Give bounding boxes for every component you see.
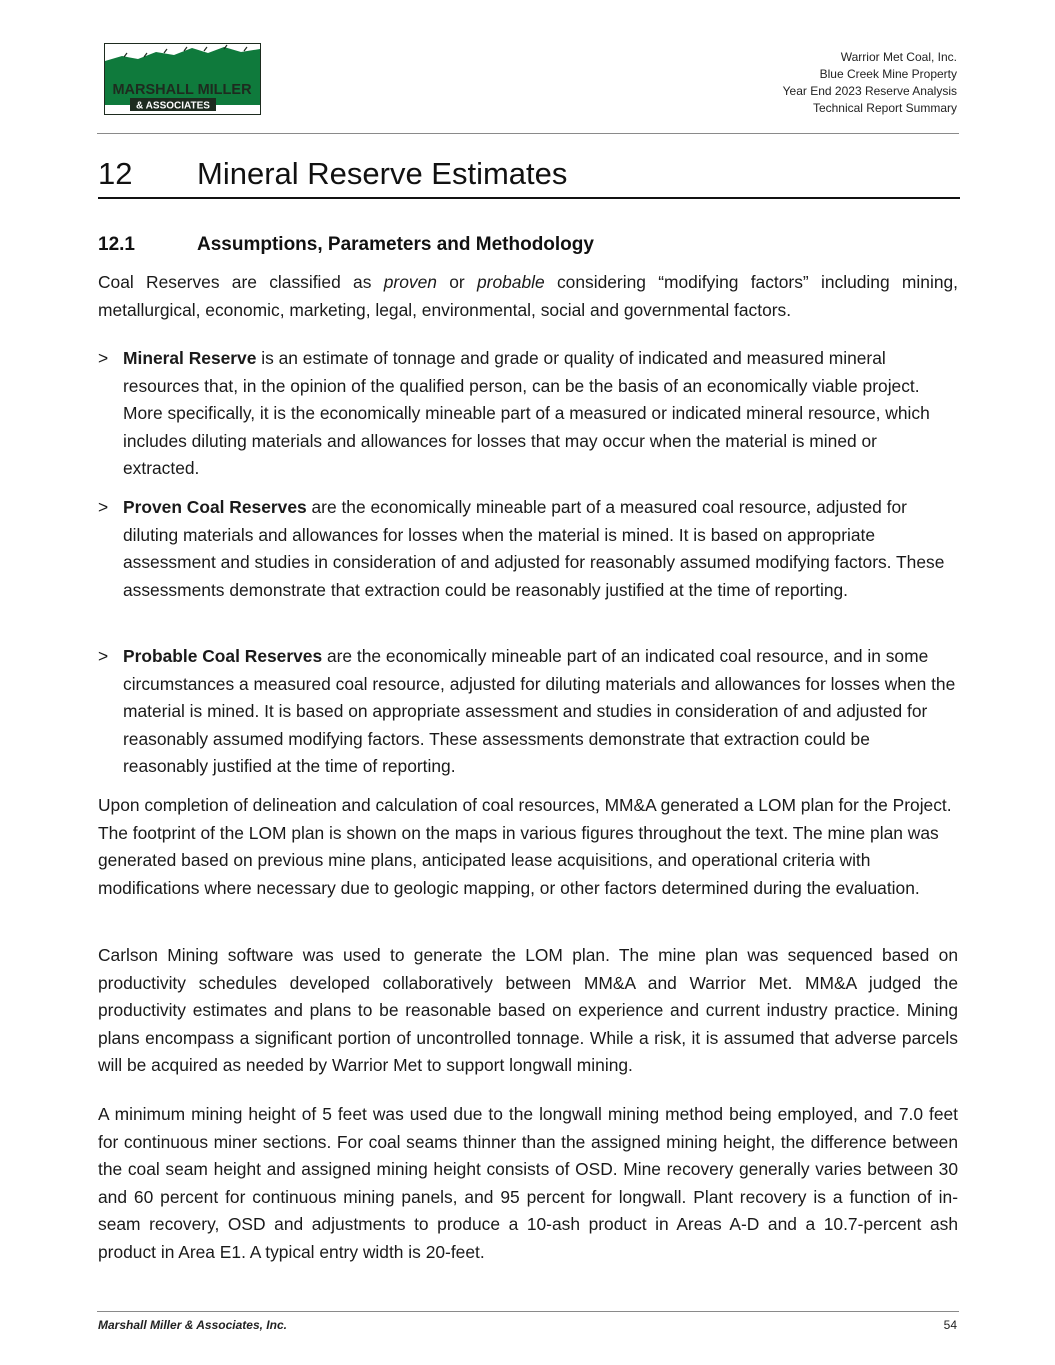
section-number: 12.1	[98, 234, 135, 255]
section-heading	[98, 232, 594, 258]
company-name: Warrior Met Coal, Inc.	[840, 50, 957, 64]
page-number: 54	[943, 1318, 957, 1332]
proven-term: proven	[383, 272, 437, 292]
intro-paragraph: Coal Reserves are classified as proven or probable considering “modifying factors” including mining, metallurgical, economic, marketing, legal, environmental, social and governmental factors.	[98, 272, 958, 320]
chapter-heading	[98, 154, 960, 199]
footer-firm-name: Marshall Miller & Associates, Inc.	[98, 1318, 287, 1332]
svg-text:& ASSOCIATES: & ASSOCIATES	[136, 100, 210, 112]
svg-text:MARSHALL MILLER: MARSHALL MILLER	[112, 82, 252, 98]
bullet-proven-reserves	[98, 494, 958, 604]
footer-divider	[97, 1311, 959, 1312]
lom-plan-paragraph: Upon completion of delineation and calculation of coal resources, MM&A generated a LOM plan for the Project. The footprint of the LOM plan is shown on the maps in various figures throughout the text. The mine plan was generated based on previous mine plans, anticipated lease acquisitions, and operational criteria with modifications where necessary due to geologic mapping, or other factors determined during the evaluation.	[98, 795, 952, 898]
bullet-text: are the economically mineable part of an indicated coal resource, and in some circumstances a measured coal resource, adjusted for diluting materials and allowances for losses when the material is mined. It is based on appropriate assessment and studies in consideration of and adjusted for reasonably assumed modifying factors. These assessments demonstrate that extraction could be reasonably justified at the time of reporting.	[123, 646, 956, 777]
bullet-term: Mineral Reserve	[123, 348, 257, 368]
header-divider	[97, 133, 959, 134]
bullet-marker: >	[98, 348, 109, 368]
bullet-probable-reserves	[98, 643, 958, 781]
chapter-title: Mineral Reserve Estimates	[197, 156, 568, 191]
bullet-text: is an estimate of tonnage and grade or quality of indicated and measured mineral resources that, in the opinion of the qualified person, can be the basis of an economically viable project. More specifically, it is the economically mineable part of a measured or indicated mineral resource, which includes diluting materials and allowances for losses that may occur when the material is mined or extracted.	[123, 348, 930, 479]
mining-height-paragraph: A minimum mining height of 5 feet was used due to the longwall mining method being employed, and 7.0 feet for continuous miner sections. For coal seams thinner than the assigned mining height, the difference between the coal seam height and assigned mining height consists of OSD. Mine recovery generally varies between 30 and 60 percent for continuous mining panels, and 95 percent for longwall. Plant recovery is a function of in-seam recovery, OSD and adjustments to produce a 10-ash product in Areas A-D and a 10.7-percent ash product in Area E1. A typical entry width is 20-feet.	[98, 1104, 958, 1262]
analysis-name: Year End 2023 Reserve Analysis	[782, 84, 957, 98]
report-name: Technical Report Summary	[812, 101, 957, 115]
section-title: Assumptions, Parameters and Methodology	[197, 234, 594, 255]
report-header	[783, 49, 957, 117]
bullet-mineral-reserve	[98, 345, 958, 483]
bullet-term: Proven Coal Reserves	[123, 497, 307, 517]
probable-term: probable	[476, 272, 545, 292]
carlson-mining-paragraph: Carlson Mining software was used to generate the LOM plan. The mine plan was sequenced based on productivity schedules developed collaboratively between MM&A and Warrior Met. MM&A judged the productivity estimates and plans to be reasonable based on experience and current industry practice. Mining plans encompass a significant portion of uncontrolled tonnage. While a risk, it is assumed that adverse parcels will be acquired as needed by Warrior Met to support longwall mining.	[98, 945, 958, 1076]
marshall-miller-logo	[104, 43, 261, 115]
bullet-marker: >	[98, 646, 109, 666]
property-name: Blue Creek Mine Property	[819, 67, 957, 81]
chapter-number: 12	[98, 156, 133, 191]
bullet-marker: >	[98, 497, 109, 517]
bullet-text: are the economically mineable part of a measured coal resource, adjusted for diluting materials and allowances for losses when the material is mined. It is based on appropriate assessment and studies in consideration of and adjusted for reasonably assumed modifying factors. These assessments demonstrate that extraction could be reasonably justified at the time of reporting.	[123, 497, 945, 600]
bullet-term: Probable Coal Reserves	[123, 646, 323, 666]
